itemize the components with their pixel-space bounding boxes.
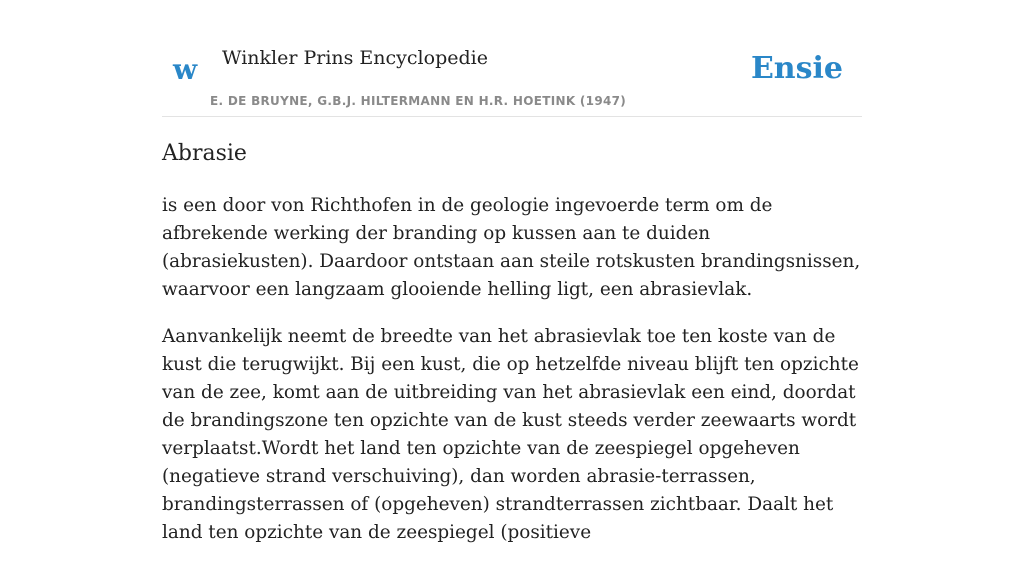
brand-logo[interactable]: Ensie [750, 51, 843, 86]
logo-w-icon[interactable]: w [173, 53, 198, 86]
header [162, 0, 862, 117]
article-body [162, 192, 862, 566]
article-paragraph: is een door von Richthofen in de geologie ingevoerde term om de afbrekende werking der branding op kussen aan te duiden (abrasiekusten). Daardoor ontstaan aan steile rotskusten brandingsnissen, waarvoor een langzaam glooiende helling ligt, een abrasievlak. [162, 195, 861, 300]
article-paragraph: Aanvankelijk neemt de breedte van het abrasievlak toe ten koste van de kust die terugwijkt. Bij een kust, die op hetzelfde niveau blijft ten opzichte van de zee, komt aan de uitbreiding van het abrasievlak een eind, doordat de brandingszone ten opzichte van de kust steeds verder zeewaarts wordt verplaatst.Wordt het land ten opzichte van de zeespiegel opgeheven (negatieve strand verschuiving), dan worden abrasie-terrassen, brandingsterrassen of (opgeheven) strandterrassen zichtbaar. Daalt het land ten opzichte van de zeespiegel (positieve [162, 326, 859, 543]
entry-title: Abrasie [162, 141, 247, 166]
publication-title[interactable]: Winkler Prins Encyclopedie [222, 47, 488, 69]
publication-authors: E. DE BRUYNE, G.B.J. HILTERMANN EN H.R. HOETINK (1947) [210, 94, 627, 108]
